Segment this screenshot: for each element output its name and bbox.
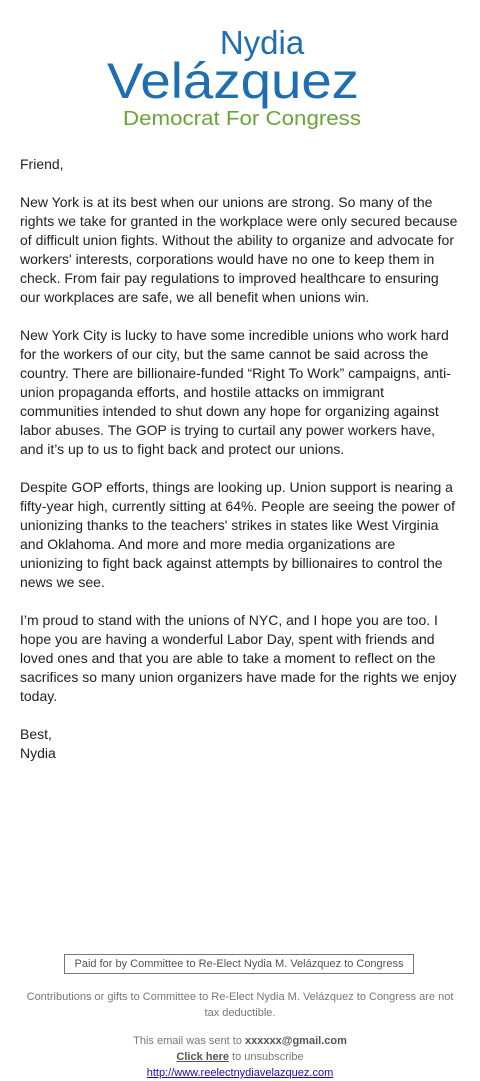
contributions-notice: Contributions or gifts to Committee to Re-Elect Nydia M. Velázquez to Congress are not tax deductible. [26,991,454,1019]
sent-to-line [0,1033,480,1049]
unsubscribe-line [0,1049,480,1065]
paid-for-disclaimer: Paid for by Committee to Re-Elect Nydia M. Velázquez to Congress [64,954,414,974]
signoff-block [20,725,462,763]
sent-to-prefix: This email was sent to [133,1035,242,1047]
unsubscribe-link[interactable]: Click here [176,1051,229,1063]
logo-last-name: Velázquez [107,53,359,109]
body-paragraph-4: I’m proud to stand with the unions of NYC, and I hope you are too. I hope you are having a wonderful Labor Day, spent with friends and loved ones and that you are able to take a moment to reflect on the sacrifices so many union organizers have made for the rights we enjoy today. [20,612,457,704]
logo-first-name: Nydia [219,24,305,61]
body-paragraph-3: Despite GOP efforts, things are looking up. Union support is nearing a fifty-year high, currently sitting at 64%. People are seeing the power of unionizing thanks to the teachers' strikes in states like West Virginia and Oklahoma. And more and more media organizations are unionizing to fight back against attempts by billionaires to control the news we see. [20,479,456,590]
greeting: Friend, [20,156,64,172]
recipient-email: xxxxxx@gmail.com [245,1035,347,1047]
unsubscribe-suffix: to unsubscribe [232,1051,304,1063]
email-body [20,155,462,763]
signoff: Best, [20,726,52,742]
logo-wordmark [0,18,480,133]
signature: Nydia [20,745,56,761]
body-paragraph-2: New York City is lucky to have some incredible unions who work hard for the workers of our city, but the same cannot be said across the country. There are billionaire-funded “Right To Work” campaigns, anti-union propaganda efforts, and hostile attacks on immigrant communities intended to shut down any hope for organizing against labor abuses. The GOP is trying to curtail any power workers have, and it’s up to us to fight back and protect our unions. [20,327,451,457]
campaign-logo [0,18,480,133]
body-paragraph-1: New York is at its best when our unions are strong. So many of the rights we take for granted in the workplace were only secured because of difficult union fights. Without the ability to organize and advocate for workers' interests, corporations would have no one to keep them in check. From fair pay regulations to improved healthcare to ensuring our workplaces are safe, we all benefit when unions win. [20,194,458,305]
website-line [0,1065,480,1081]
website-link[interactable]: http://www.reelectnydiavelazquez.com [146,1067,334,1079]
email-footer [0,1033,480,1081]
logo-tagline: Democrat For Congress [123,108,361,130]
